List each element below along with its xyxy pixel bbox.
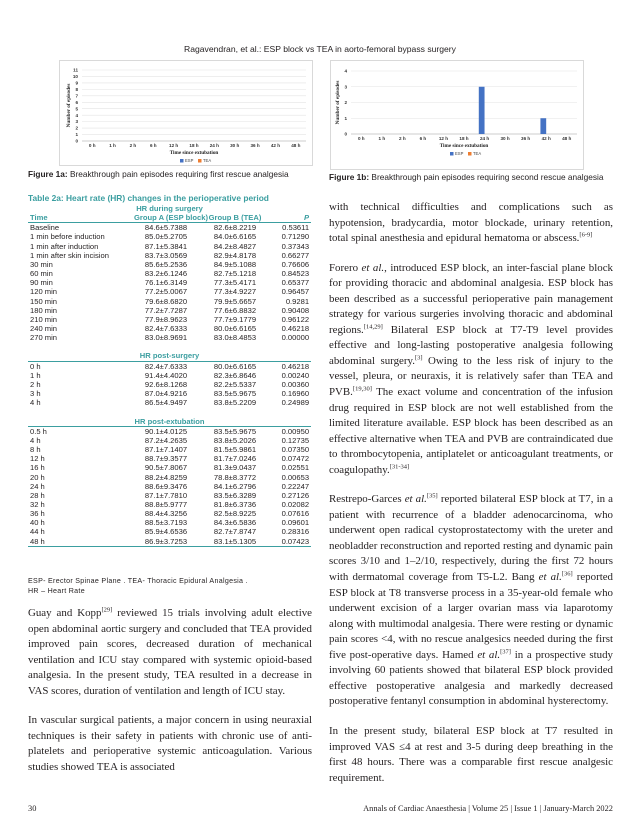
figure-1b-svg [331, 61, 583, 169]
table-cell: 90.1±4.0125 [144, 426, 188, 436]
table-cell: 1 min after skin incision [30, 250, 109, 260]
y-tick-label: 1 [75, 132, 78, 138]
x-tick-label: 42 h [270, 143, 281, 148]
table-spacer [28, 342, 311, 351]
table-cell: 82.7±5.1218 [213, 269, 257, 279]
table-cell: 24 h [30, 481, 45, 491]
table-cell: 84.1±6.2796 [213, 481, 257, 491]
table-cell: 82.3±6.8646 [213, 370, 257, 380]
table-footnote-hr: HR – Heart Rate [28, 587, 85, 595]
table-row [28, 482, 311, 491]
x-tick-label: 1 h [109, 143, 116, 148]
table-cell: 0.27126 [281, 490, 310, 500]
table-cell: 81.5±5.9861 [213, 445, 257, 455]
y-tick-label: 10 [72, 74, 78, 80]
table-cell: 0.12735 [281, 435, 310, 445]
table-row [28, 436, 311, 445]
table-cell: 0.00240 [281, 370, 310, 380]
table-cell: 83.8±5.2209 [213, 398, 257, 408]
table-cell: 4 h [30, 435, 41, 445]
table-cell: Baseline [30, 223, 60, 233]
x-tick-label: 48 h [562, 136, 572, 141]
table-cell: 210 min [30, 314, 58, 324]
table-cell: 81.3±9.0437 [213, 463, 257, 473]
table-row [28, 260, 311, 269]
table-cell: 0.84523 [281, 269, 310, 279]
table-cell: 77.7±9.1779 [213, 314, 257, 324]
y-tick-label: 11 [73, 67, 78, 73]
table-cell: 87.1±7.7810 [144, 490, 188, 500]
table-cell: 120 min [30, 287, 58, 297]
table-cell: 0.16960 [281, 389, 310, 399]
table-cell: 0.9281 [285, 296, 310, 306]
table-cell: 0.07616 [281, 509, 310, 519]
table-cell: 0.71290 [281, 232, 310, 242]
table-cell: 87.2±4.2635 [144, 435, 188, 445]
table-row [28, 278, 311, 287]
table-row [28, 454, 311, 463]
table-cell: 83.8±5.2026 [213, 435, 257, 445]
x-tick-label: 30 h [500, 136, 510, 141]
table-header-row [28, 213, 311, 223]
table-cell: 85.0±5.2705 [144, 232, 188, 242]
table-cell: 0.46218 [281, 361, 310, 371]
table-cell: 36 h [30, 509, 45, 519]
table-cell: 77.2±5.0067 [144, 287, 188, 297]
legend-swatch [180, 159, 184, 163]
legend-swatch [198, 159, 202, 163]
y-tick-label: 3 [344, 84, 347, 90]
x-tick-label: 36 h [250, 143, 260, 148]
table-cell: 0.07423 [270, 537, 311, 547]
table-cell: 0.02551 [281, 463, 310, 473]
table-cell: 77.9±8.9623 [144, 314, 188, 324]
table-row [28, 269, 311, 278]
table-cell: 91.4±4.4020 [144, 370, 188, 380]
table-cell: 82.2±5.5337 [213, 379, 257, 389]
table-row [28, 518, 311, 527]
journal-footer: Annals of Cardiac Anaesthesia | Volume 25 | Issue 1 | January-March 2022 [363, 804, 613, 813]
figure-1a-svg [60, 61, 312, 165]
table-row [28, 500, 311, 509]
y-axis-title: Number of episodes [66, 83, 72, 128]
paragraph: In the present study, bilateral ESP block at T7 resulted in improved VAS ≤4 at rest and 3-5 during deep breathing in the first 48 hours. There was a comparable first rescue analgesic requirement. [329, 724, 613, 784]
table-cell: 77.2±7.7287 [144, 305, 188, 315]
table-cell: 1 min after induction [30, 241, 99, 251]
table-cell: 88.4±4.3256 [144, 509, 188, 519]
table-cell: 87.0±4.9216 [144, 389, 188, 399]
x-tick-label: 6 h [149, 143, 157, 148]
table-cell: 82.6±8.2219 [213, 223, 257, 233]
table-row [28, 324, 311, 333]
paragraph: Guay and Kopp[29] reviewed 15 trials involving adult elective open abdominal aortic surgery and concluded that TEA provided improved pain scores, decreased duration of mechanical ventilation and ICU stay compared with systemic opioid-based analgesia. In the present study, TEA resulted in a decrease in VAS scores, duration of ventilation and length of ICU stay. [28, 606, 312, 697]
table-row [28, 242, 311, 251]
table-cell: 82.4±7.6333 [144, 361, 188, 371]
table-row [28, 473, 311, 482]
table-cell: 82.4±7.6333 [144, 324, 188, 334]
table-row [28, 333, 311, 342]
table-cell: 0.24989 [281, 398, 310, 408]
x-tick-label: 24 h [479, 136, 490, 141]
table-cell: 88.6±9.3476 [144, 481, 188, 491]
table-cell: 81.8±6.3736 [213, 499, 257, 509]
table-section-row: HR post-extubation [28, 417, 311, 427]
table-header-cell: Group A (ESP block) [134, 213, 208, 223]
table-cell: 60 min [30, 269, 53, 279]
table-cell: 2 h [30, 379, 41, 389]
table-cell: 90.5±7.8067 [144, 463, 188, 473]
table-cell: 85.6±5.2536 [144, 259, 188, 269]
table-header-cell: P [270, 213, 311, 223]
table-cell: 1 h [30, 370, 41, 380]
table-cell: 0.00000 [281, 333, 310, 343]
table-cell: 88.8±5.9777 [144, 499, 188, 509]
x-tick-label: 2 h [129, 143, 137, 148]
figure-1a-chart [59, 60, 313, 166]
table-cell: 77.6±6.8832 [213, 305, 257, 315]
table-row [28, 371, 311, 380]
table-header-cell: Group B (TEA) [200, 213, 270, 223]
legend-label: TEA [473, 151, 482, 156]
table-section-row: HR post-surgery [28, 351, 311, 361]
table-cell: 83.5±5.9675 [213, 426, 257, 436]
table-cell: 0.90408 [281, 305, 310, 315]
table-row [28, 491, 311, 500]
table-cell: 87.1±5.3841 [144, 241, 188, 251]
table-cell: 85.9±4.6536 [144, 527, 188, 537]
figure-1b-chart [330, 60, 584, 170]
table-cell: 76.1±6.3149 [144, 278, 188, 288]
table-footnote-abbrev: ESP- Erector Spinae Plane . TEA- Thoracic Epidural Analgesia . [28, 577, 248, 585]
table-cell: 8 h [30, 445, 41, 455]
table-cell: 40 h [30, 518, 45, 528]
legend-swatch [450, 152, 454, 156]
table-cell: 83.1±5.1305 [200, 537, 270, 547]
table-cell: 83.5±6.3289 [213, 490, 257, 500]
y-tick-label: 4 [344, 68, 347, 74]
paragraph: with technical difficulties and complications such as hypotension, bradycardia, motor blockade, urinary retention, total spinal anesthesia and epidural hematoma or abscess.[6-9] [329, 201, 613, 245]
table-cell: 0.5 h [30, 426, 47, 436]
y-tick-label: 3 [75, 119, 78, 125]
table-cell: 88.5±3.7193 [144, 518, 188, 528]
bar-esp [540, 118, 546, 134]
table-cell: 90 min [30, 278, 53, 288]
table-cell: 32 h [30, 499, 45, 509]
table-title: Table 2a: Heart rate (HR) changes in the perioperative period [28, 193, 269, 203]
table-cell: 77.3±5.4171 [213, 278, 257, 288]
figure-1b-caption: Figure 1b: Breakthrough pain episodes requiring second rescue analgesia [329, 172, 604, 182]
heart-rate-table [28, 204, 311, 547]
table-cell: 82.5±8.9225 [213, 509, 257, 519]
table-row [28, 445, 311, 454]
y-tick-label: 4 [75, 112, 78, 118]
table-cell: 88.7±9.3577 [144, 454, 188, 464]
x-tick-label: 48 h [291, 143, 301, 148]
table-cell: 0.53611 [282, 223, 310, 233]
table-row [28, 509, 311, 518]
left-column-text [28, 606, 312, 789]
x-tick-label: 12 h [169, 143, 179, 148]
table-row [28, 537, 311, 547]
table-cell: 28 h [30, 490, 45, 500]
table-cell: 80.0±6.6165 [213, 324, 257, 334]
y-tick-label: 9 [75, 80, 78, 86]
x-tick-label: 2 h [399, 136, 406, 141]
table-row [28, 361, 311, 371]
table-row [28, 251, 311, 260]
x-tick-label: 18 h [459, 136, 469, 141]
y-tick-label: 7 [75, 93, 78, 99]
table-row [28, 389, 311, 398]
table-cell: 83.0±8.9691 [144, 333, 188, 343]
x-tick-label: 12 h [438, 136, 449, 141]
x-tick-label: 30 h [230, 143, 240, 148]
x-axis-title: Time since extubation [169, 150, 219, 156]
table-cell: 82.7±7.8747 [213, 527, 257, 537]
table-cell: 0.07350 [281, 445, 310, 455]
x-tick-label: 42 h [541, 136, 551, 141]
table-cell: 3 h [30, 389, 41, 399]
table-cell: 48 h [28, 537, 132, 547]
y-tick-label: 2 [344, 100, 347, 106]
table-row [28, 306, 311, 315]
table-row [28, 380, 311, 389]
table-cell: 0.07472 [281, 454, 310, 464]
x-tick-label: 36 h [521, 136, 531, 141]
bar-esp [479, 87, 485, 134]
table-cell: 0.76606 [281, 259, 310, 269]
table-cell: 81.7±7.0246 [213, 454, 257, 464]
legend-label: ESP [455, 151, 464, 156]
table-cell: 30 min [30, 259, 53, 269]
table-row [28, 463, 311, 472]
table-cell: 240 min [30, 324, 58, 334]
table-footnotes [28, 576, 311, 596]
table-row [28, 232, 311, 241]
table-cell: 82.9±4.8178 [213, 250, 257, 260]
table-cell: 0.22247 [281, 481, 310, 491]
table-cell: 0.00360 [281, 379, 310, 389]
table-cell: 84.2±8.4827 [213, 241, 257, 251]
page-number: 30 [28, 804, 37, 813]
table-section-row: HR during surgery [136, 204, 203, 213]
table-cell: 180 min [30, 305, 58, 315]
y-tick-label: 0 [75, 138, 78, 144]
table-cell: 77.3±4.9227 [213, 287, 257, 297]
table-cell: 83.2±6.1246 [144, 269, 188, 279]
table-row [28, 287, 311, 296]
table-row [28, 426, 311, 436]
x-axis-title: Time since extubation [439, 143, 489, 149]
table-cell: 44 h [30, 527, 45, 537]
table-cell: 0.37343 [281, 241, 310, 251]
table-cell: 83.7±3.0569 [144, 250, 188, 260]
table-cell: 86.9±3.7253 [132, 537, 200, 547]
table-cell: 20 h [30, 472, 45, 482]
table-row [28, 223, 311, 233]
table-cell: 86.5±4.9497 [144, 398, 188, 408]
x-tick-label: 24 h [209, 143, 219, 148]
table-cell: 1 min before induction [30, 232, 105, 242]
table-cell: 88.2±4.8259 [144, 472, 188, 482]
x-tick-label: 0 h [357, 136, 365, 141]
table-cell: 0.02082 [281, 499, 310, 509]
table-cell: 80.0±6.6165 [213, 361, 257, 371]
table-cell: 270 min [30, 333, 58, 343]
y-tick-label: 0 [344, 131, 347, 137]
table-row [28, 315, 311, 324]
paragraph: Restrepo-Garces et al.[35] reported bilateral ESP block at T7, in a patient with recurrence of a bladder adenocarcinoma, who underwent open radical cystoprostatectomy with the ureter and neobladder reconstruction and reported resting and dynamic pain scores 3/10 and 1–2/10, respectively, during the first 72 hours with dermatomal coverage from T5-L2. Bang et al.[36] reported ESP block at T8 transverse process in a 35-year-old female who underwent excision of a larger ovarian mass via laparotomy along with multimodal analgesia. There were resting or dynamic pain scores <4, with no rescue analgesics needed during the first five post-operative days. Hamed et al.[37] in a prospective study involving 60 patients showed that bilateral ESP block provided effective postoperative analgesia and markedly decreased postoperative fentanyl consumption in abdominal hysterectomy. [329, 492, 614, 708]
table-cell: 12 h [30, 454, 45, 464]
figure-1a-caption: Figure 1a: Breakthrough pain episodes requiring first rescue analgesia [28, 169, 289, 179]
table-cell: 4 h [30, 398, 41, 408]
table-cell: 0.65377 [281, 278, 310, 288]
x-tick-label: 18 h [189, 143, 199, 148]
right-column-text [329, 200, 613, 800]
table-cell: 0.28316 [281, 527, 310, 537]
table-cell: 83.0±8.4853 [213, 333, 257, 343]
table-cell: 79.6±8.6820 [144, 296, 188, 306]
table-cell: 84.9±5.1088 [213, 259, 257, 269]
table-cell: 92.6±8.1268 [144, 379, 188, 389]
y-tick-label: 1 [344, 115, 347, 121]
table-cell: 79.9±5.6657 [213, 296, 257, 306]
table-cell: 83.5±5.9675 [213, 389, 257, 399]
paragraph: In vascular surgical patients, a major concern in using neuraxial techniques is their safety in patients with chronic use of anti-platelets and perioperative systemic anticoagulation. Various studies showed TEA is associated [28, 714, 312, 773]
table-row [28, 297, 311, 306]
y-tick-label: 5 [75, 106, 78, 112]
table-cell: 0.66277 [281, 250, 310, 260]
table-cell: 84.3±6.5836 [213, 518, 257, 528]
table-cell: 84.0±6.6165 [213, 232, 257, 242]
table-header-cell: Time [28, 213, 132, 223]
x-tick-label: 6 h [419, 136, 427, 141]
table-cell: 0.46218 [281, 324, 310, 334]
legend-swatch [468, 152, 472, 156]
table-cell: 0 h [30, 361, 41, 371]
x-tick-label: 1 h [378, 136, 386, 141]
table-cell: 0.09601 [281, 518, 310, 528]
table-cell: 0.96457 [281, 287, 310, 297]
table-cell: 84.6±5.7388 [144, 223, 188, 233]
table-cell: 0.96122 [281, 314, 310, 324]
table-row [28, 527, 311, 536]
legend-label: ESP [185, 158, 194, 163]
table-cell: 16 h [30, 463, 45, 473]
table-row [28, 398, 311, 407]
y-tick-label: 6 [75, 99, 78, 105]
y-tick-label: 2 [75, 125, 78, 131]
table-cell: 0.00950 [281, 426, 310, 436]
x-tick-label: 0 h [88, 143, 96, 148]
y-axis-title: Number of episodes [335, 80, 341, 125]
table-spacer [28, 407, 311, 416]
y-tick-label: 8 [75, 86, 78, 92]
paragraph: Forero et al., introduced ESP block, an inter-fascial plane block for providing thoracic and abdominal analgesia. ESP block has been described as a successful perioperative pain management strategy for various surgeries involving thoracic and abdominal regions.[14,29] Bilateral ESP block at T7-T9 level provides effective and long-lasting postoperative analgesia following abdominal surgery.[3] Owing to the less risk of injury to the vessel, pleura, or neuraxis, it is relatively safer than TEA and PVB.[19,30] The exact volume and concentration of the infusion drug required in ESP block are not well established from the limited literature available. ESP block has been described as an effective alternative when TEA and PVB are contraindicated due to thrombocytopenia, antiplatelet or anticoagulant treatments, or coagulopathy.[31-34] [329, 261, 614, 476]
table-cell: 0.00653 [281, 472, 310, 482]
table-cell: 87.1±7.1407 [144, 445, 188, 455]
legend-label: TEA [203, 158, 212, 163]
table-cell: 150 min [30, 296, 58, 306]
running-head: Ragavendran, et al.: ESP block vs TEA in aorto-femoral bypass surgery [184, 44, 456, 54]
table-cell: 78.8±8.3772 [213, 472, 257, 482]
